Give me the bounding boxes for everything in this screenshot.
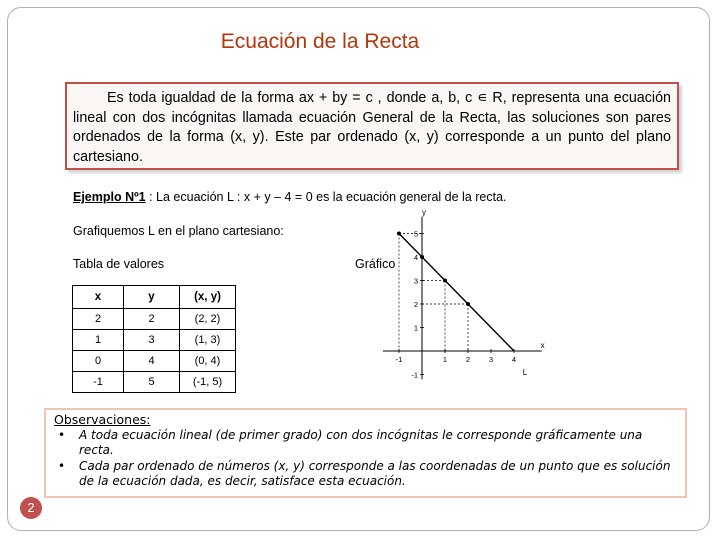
data-point [420,255,424,259]
table-cell: 4 [124,351,180,372]
page-number-badge: 2 [20,497,42,519]
table-cell: 1 [73,330,124,351]
y-tick-label: 2 [413,300,418,309]
table-cell: (0, 4) [180,351,236,372]
y-axis-label: y [422,208,426,218]
table-row [73,351,236,372]
observation-item [54,459,677,490]
values-table [72,285,236,393]
x-axis-label: x [540,341,545,350]
table-cell: 5 [124,372,180,393]
table-cell: 3 [124,330,180,351]
observations-list [54,428,677,490]
data-point [443,279,447,283]
example-label: Ejemplo Nº1 [73,190,146,204]
table-header-row [73,286,236,309]
y-tick-label: -1 [411,370,418,380]
y-tick-label: 5 [413,229,418,239]
x-tick-label: 2 [465,355,471,364]
x-tick-label: 1 [442,355,448,364]
table-row [73,330,236,351]
table-label: Tabla de valores [73,257,165,271]
definition-text: Es toda igualdad de la forma ax + by = c , donde a, b, c ∊ R, representa una ecuación lineal con dos incógnitas llamada ecuación General de la Recta, las soluciones son pares ordenados de la forma (x, y). Este par ordenado (x, y) corresponde a un punto del plano cartesiano. [73,90,671,165]
table-cell: -1 [73,372,124,393]
table-header-cell: (x, y) [180,286,236,309]
observation-text: A toda ecuación lineal (de primer grado) con dos incógnitas le corresponde gráficamente una recta. [79,427,643,457]
line-l [399,234,514,352]
bullet-icon: • [58,458,66,473]
bullet-icon: • [58,427,66,442]
x-tick-label: -1 [395,355,403,364]
data-point [466,302,470,306]
observations-box [44,408,687,498]
line-label: L [522,368,528,377]
table-row [73,309,236,330]
table-cell: 2 [73,309,124,330]
table-header-cell: x [73,286,124,309]
table-cell: (1, 3) [180,330,236,351]
table-cell: (-1, 5) [180,372,236,393]
table-cell: 0 [73,351,124,372]
graph-prompt: Grafiquemos L en el plano cartesiano: [73,224,284,238]
cartesian-graph [345,208,555,385]
table-cell: (2, 2) [180,309,236,330]
example-text: : La ecuación L : x + y – 4 = 0 es la ecuación general de la recta. [145,190,507,204]
graph-label: Gráfico [355,257,396,271]
observation-text: Cada par ordenado de números (x, y) corresponde a las coordenadas de un punto que es solución de la ecuación dada, es decir, satisface esta ecuación. [79,458,671,488]
observations-title: Observaciones: [54,412,151,427]
observation-item [54,428,677,459]
definition-box [65,82,679,170]
x-tick-label: 4 [511,355,517,364]
data-point [397,232,401,236]
example-line [73,190,507,204]
table-cell: 2 [124,309,180,330]
y-tick-label: 4 [413,253,418,262]
table-row [73,372,236,393]
table-header-cell: y [124,286,180,309]
slide-title: Ecuación de la Recta [220,30,420,53]
y-tick-label: 3 [413,276,418,286]
y-tick-label: 1 [413,323,418,333]
x-tick-label: 3 [488,355,494,364]
